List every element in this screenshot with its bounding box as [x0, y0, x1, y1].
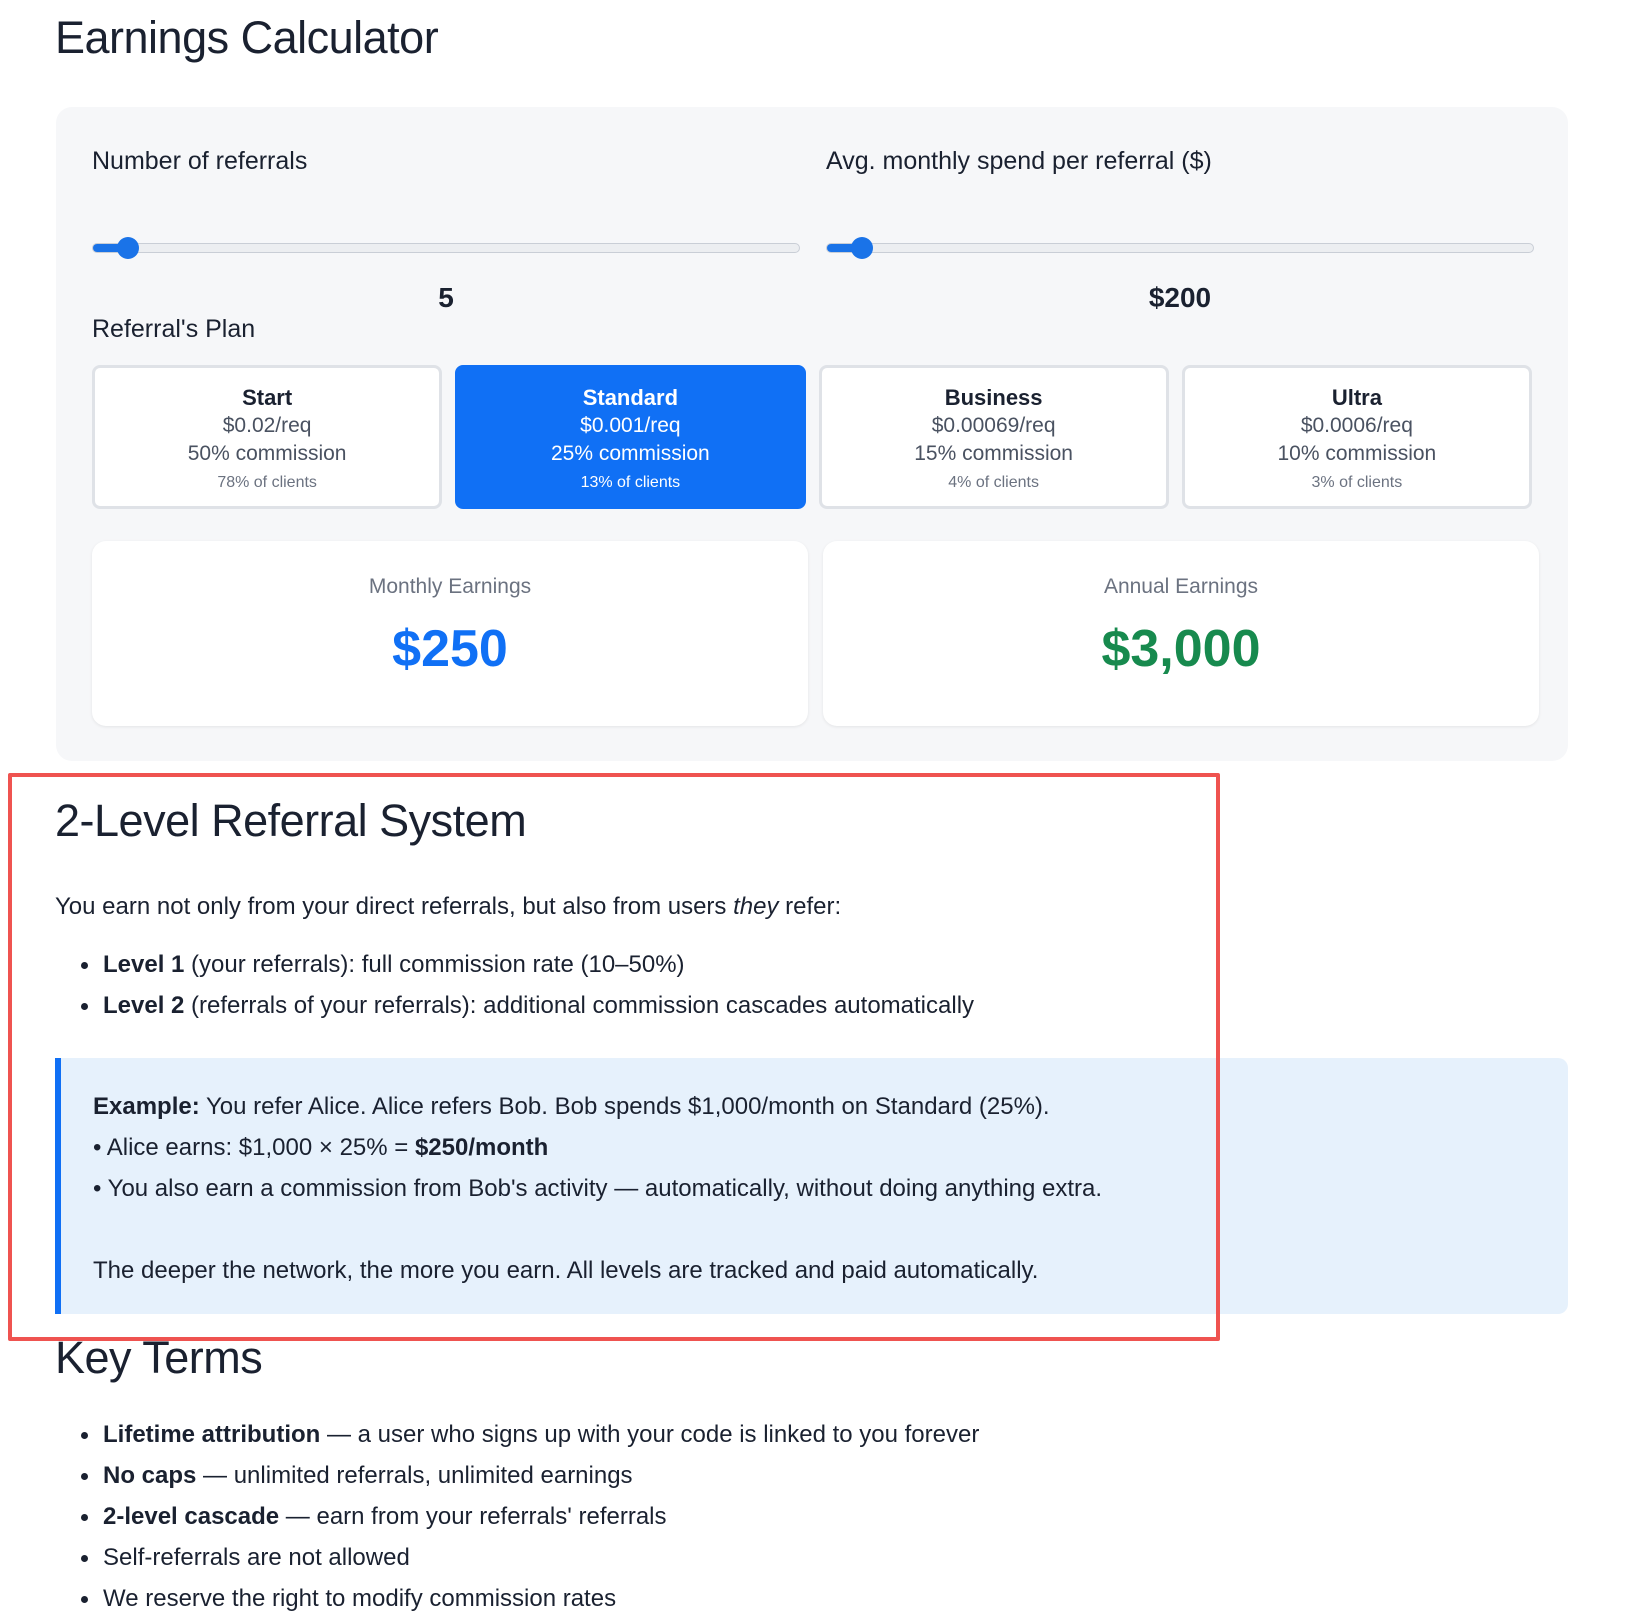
level-description: (referrals of your referrals): additional commission cascades automatically: [184, 992, 975, 1019]
plan-name: Business: [944, 385, 1043, 410]
plan-option-standard[interactable]: [455, 365, 805, 509]
annual-earnings-value: $3,000: [1101, 620, 1261, 678]
example-calc: • Alice earns: $1,000 × 25% =: [93, 1134, 415, 1161]
plan-selector: [92, 365, 1532, 509]
spend-label: Avg. monthly spend per referral ($): [826, 147, 1212, 175]
annual-earnings-label: Annual Earnings: [1103, 575, 1259, 598]
plan-price: $0.0006/req: [1300, 414, 1413, 437]
plan-commission: 15% commission: [914, 442, 1073, 465]
intro-emphasis: they: [733, 893, 779, 920]
list-item: [103, 1537, 979, 1578]
example-result: $250/month: [414, 1134, 549, 1161]
spend-slider-block: [826, 147, 1534, 313]
referral-system-title: 2-Level Referral System: [55, 795, 527, 846]
monthly-earnings-value: $250: [392, 620, 508, 678]
term-description: — earn from your referrals' referrals: [279, 1503, 667, 1530]
plan-name: Start: [242, 385, 293, 410]
plan-price: $0.001/req: [580, 414, 681, 437]
list-item: [103, 985, 974, 1026]
term-description: — a user who signs up with your code is linked to you forever: [320, 1421, 980, 1448]
calculator-card: [56, 107, 1568, 761]
spend-slider-thumb[interactable]: [851, 237, 873, 259]
example-line-3: • You also earn a commission from Bob's activity — automatically, without doing anything extra.: [93, 1175, 1103, 1202]
level-name: Level 1: [103, 951, 185, 978]
list-item: [103, 1496, 979, 1537]
example-line-1: [93, 1086, 1568, 1127]
plan-option-ultra[interactable]: [1182, 365, 1532, 509]
term-name: No caps: [103, 1462, 197, 1489]
plan-name: Standard: [582, 385, 679, 410]
intro-text: You earn not only from your direct referrals, but also from users: [55, 893, 734, 920]
term-description: — unlimited referrals, unlimited earnings: [196, 1462, 633, 1489]
term-name: 2-level cascade: [103, 1503, 280, 1530]
plan-name: Ultra: [1331, 385, 1382, 410]
example-label: Example:: [93, 1093, 200, 1120]
plan-commission: 50% commission: [187, 442, 347, 465]
annual-earnings-card: [823, 541, 1539, 726]
monthly-earnings-label: Monthly Earnings: [368, 575, 532, 598]
term-description: Self-referrals are not allowed: [103, 1544, 410, 1571]
referrals-slider-thumb[interactable]: [117, 237, 139, 259]
level-description: (your referrals): full commission rate (10–50%): [184, 951, 685, 978]
plan-price: $0.02/req: [222, 414, 312, 437]
list-item: [103, 1455, 979, 1496]
level-name: Level 2: [103, 992, 185, 1019]
plan-price: $0.00069/req: [931, 414, 1056, 437]
page-title: Earnings Calculator: [55, 12, 439, 63]
referrals-slider-block: [92, 147, 800, 313]
plan-option-start[interactable]: [92, 365, 442, 509]
referral-levels-list: [103, 944, 974, 1026]
spend-slider[interactable]: [826, 243, 1534, 253]
example-callout: [55, 1058, 1568, 1314]
plan-option-business[interactable]: [819, 365, 1169, 509]
referrals-label: Number of referrals: [92, 147, 308, 175]
plan-clients: 78% of clients: [217, 474, 317, 491]
example-line-2: [93, 1127, 1568, 1168]
plan-clients: 13% of clients: [580, 474, 681, 491]
example-text: You refer Alice. Alice refers Bob. Bob spends $1,000/month on Standard (25%).: [199, 1093, 1050, 1120]
intro-text-end: refer:: [778, 893, 842, 920]
term-description: We reserve the right to modify commission rates: [103, 1585, 617, 1612]
example-summary: The deeper the network, the more you earn. All levels are tracked and paid automatically.: [93, 1257, 1039, 1284]
list-item: [103, 1414, 979, 1455]
plan-clients: 4% of clients: [948, 474, 1039, 491]
plan-commission: 25% commission: [551, 442, 710, 465]
spend-value: $200: [1148, 282, 1212, 313]
key-terms-list: [103, 1414, 979, 1619]
list-item: [103, 944, 974, 985]
plan-section-label: Referral's Plan: [92, 315, 256, 343]
key-terms-title: Key Terms: [55, 1332, 263, 1383]
referral-system-intro: [55, 893, 841, 921]
plan-commission: 10% commission: [1277, 442, 1437, 465]
monthly-earnings-card: [92, 541, 808, 726]
list-item: [103, 1578, 979, 1619]
referrals-slider[interactable]: [92, 243, 800, 253]
plan-clients: 3% of clients: [1311, 474, 1403, 491]
referrals-value: 5: [438, 282, 454, 313]
term-name: Lifetime attribution: [103, 1421, 321, 1448]
